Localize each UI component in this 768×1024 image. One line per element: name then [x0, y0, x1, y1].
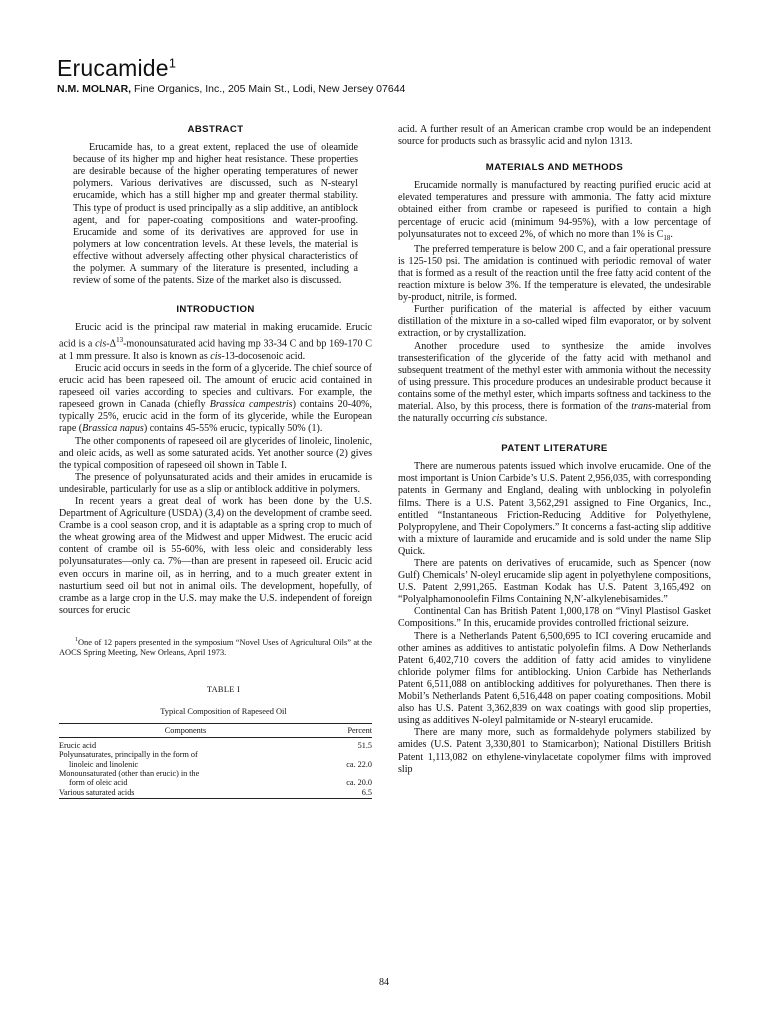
left-column — [59, 124, 372, 799]
table-row: form of oleic acid ca. 20.0 — [69, 778, 372, 788]
abstract-heading: ABSTRACT — [187, 124, 244, 135]
table-caption: Typical Composition of Rapeseed Oil — [160, 706, 287, 716]
table-row: Monounsaturated (other than erucic) in the — [59, 769, 200, 779]
patent-paragraph-5: There are many more, such as formaldehyde polymers stabilized by amides (U.S. Patent 3,330,801 to Stamicarbon); National Distillers British Patent 1,113,082 on ethylene-vinylacetate copolymer films with improved slip — [398, 727, 711, 775]
patent-heading: PATENT LITERATURE — [501, 443, 608, 455]
methods-paragraph-1: Erucamide normally is manufactured by reacting purified erucic acid at elevated temperatures and pressure with ammonia. The fatty acid mixture obtained either from crambe or rapeseed is purified to contain a high percentage of erucic acid (minimum 94-95%), with a low percentage of polyunsaturates not to exceed 2%, of which no more than 1% is $C_{18}$. — [398, 180, 711, 242]
patent-paragraph-3: Continental Can has British Patent 1,000,178 on “Vinyl Plastisol Gasket Compositions.” In this, erucamide provides controlled frictional seizure. — [398, 606, 711, 630]
intro-paragraph-1: Erucic acid is the principal raw material in making erucamide. Erucic acid is a cis-$\Delta^{13}$-monounsaturated acid having mp 33-34 C and bp 169-170 C at 1 mm pressure. It also is known as cis-13-docosenoic acid. — [59, 322, 372, 362]
abstract-body — [59, 142, 372, 287]
table-row: Erucic acid 51.5 — [59, 741, 372, 751]
footnote: $^1$One of 12 papers presented in the symposium “Novel Uses of Agricultural Oils” at the AOCS Spring Meeting, New Orleans, April 1973. — [59, 636, 372, 657]
composition-table — [59, 723, 372, 799]
patent-paragraph-2: There are patents on derivatives of erucamide, such as Spencer (now Gulf) Chemicals’ N-oleyl erucamide slip agent in polyethylene compositions, U.S. Patent 2,991,265. Eastman Kodak has U.S. Patent 3,165,492 on “Polyalphamonoolefin Films Containing N,N′-alkylenebisamides.” — [398, 558, 711, 606]
introduction-heading: INTRODUCTION — [176, 304, 255, 316]
patent-paragraph-1: There are numerous patents issued which involve erucamide. One of the most important is Union Carbide’s U.S. Patent 2,956,035, with corresponding patents in Germany and England, dealing with unblocking in polyolefin films. There is a U.S. Patent 3,562,291 assigned to Fine Organics, Inc., entitled “Instantaneous Friction-Reducing Additive for Polyethylene, Polypropylene, and Their Copolymers.” It concerns a fast-acting slip additive with a mixture of lauramide and erucamide and is sold under the name Slip Quick. — [398, 461, 711, 557]
methods-paragraph-4: Another procedure used to synthesize the amide involves transesterification of the glyceride of the fatty acid with methanol and subsequent treatment of the methyl ester with ammonia without the necessity of using pressure. This procedure produces an undesirable product because it contains some of the methyl ester, which imparts softness and tackiness to the material. Also, by this process, there is formation of the trans-material from the naturally occurring cis substance. — [398, 340, 711, 425]
page-number: 84 — [379, 977, 389, 988]
intro-paragraph-3: The other components of rapeseed oil are glycerides of linoleic, linolenic, and oleic acids, as well as some saturated acids. Yet another source (2) gives the typical composition of rapeseed oil shown in Table I. — [59, 435, 372, 471]
table-header-components: Components — [59, 723, 312, 737]
intro-continuation: acid. A further result of an American crambe crop would be an independent source for products such as brassylic acid and nylon 1313. — [398, 124, 711, 148]
table-row: Polyunsaturates, principally in the form of — [59, 750, 198, 760]
table-label: TABLE I — [206, 684, 241, 694]
intro-paragraph-4: The presence of polyunsaturated acids and their amides in erucamide is undesirable, particularly for use as a slip or antiblock additive in polymers. — [59, 471, 372, 495]
author-name: N.M. MOLNAR, — [57, 83, 132, 95]
author-line — [57, 83, 405, 95]
abstract-text: Erucamide has, to a great extent, replaced the use of oleamide because of its higher mp and higher heat resistance. These properties are desirable because of the higher operating temperatures of newer polymers. Various derivatives are discussed, such as N-stearyl erucamide, which has a still higher mp and greater thermal stability. This type of product is used principally as a slip additive, an antiblock agent, and for paper-coating compositions and water-proofing. Erucamide and some of its derivatives are approved for use in polymers at low concentration levels. At these levels, the material is effective without adversely affecting other physical characteristics of the polymer. A summary of the literature is presented, including a review of some of the patents. Size of the market also is discussed. — [73, 142, 358, 287]
methods-paragraph-2: The preferred temperature is below 200 C, and a fair operational pressure is 125-150 psi. The amidation is continued with periodic removal of water that is formed as a result of the reaction until the free fatty acid content of the reaction mixture is below 3%. If the temperature is elevated, the undesirable by-product, nitrile, is formed. — [398, 243, 711, 304]
intro-paragraph-2: Erucic acid occurs in seeds in the form of a glyceride. The chief source of erucic acid has been rapeseed oil. The amount of erucic acid contained in rapeseed oil varies according to species and cultivars. For example, the rapeseed grown in Canada (chiefly Brassica campestris) contains 20-40%, typically 25%, erucic acid in the form of its glyceride, while the European rape (Brassica napus) contains 45-55% erucic, typically 50% (1). — [59, 362, 372, 435]
table-header-percent: Percent — [312, 723, 372, 737]
right-column — [398, 124, 711, 776]
methods-paragraph-3: Further purification of the material is affected by either vacuum distillation of the mixture in a so-called wiped film evaporator, or by solvent extraction, or by crystallization. — [398, 304, 711, 340]
article-title: Erucamide$^1$ — [57, 55, 177, 81]
table-row: linoleic and linolenic ca. 22.0 — [69, 759, 372, 769]
methods-heading: MATERIALS AND METHODS — [485, 162, 624, 174]
title-footnote-mark: 1 — [168, 55, 177, 71]
author-affiliation: Fine Organics, Inc., 205 Main St., Lodi, New Jersey 07644 — [131, 83, 406, 95]
table-row: Various saturated acids 6.5 — [59, 787, 372, 797]
intro-paragraph-5: In recent years a great deal of work has been done by the U.S. Department of Agriculture (USDA) (3,4) on the development of crambe seed. Crambe is a cool season crop, and it is adaptable as a spring crop to much of the wheat growing area of the Midwest and upper Midwest. The erucic acid content of crambe oil is 55-60%, with less oleic and considerably less polyunsaturates—only ca. 7%—than are present in rapeseed oil. Erucic acid even occurs in marine oil, as in herring, and to a much greater extent in nasturtium seed oil but not in animal oils. The development, hopefully, of crambe as a large crop in the U.S. may make the U.S. independent of foreign sources for erucic — [59, 495, 372, 616]
patent-paragraph-4: There is a Netherlands Patent 6,500,695 to ICI covering erucamide and other amines as additives to antistatic polyolefin films. A Dow Netherlands Patent 6,402,710 covers the addition of fatty acid amides to vinylidene chloride polymer films for antiblocking. Union Carbide has Netherlands Patent 6,511,088 on antiblocking additives for polyurethanes. Then there is Mobil’s Netherlands Patent 6,516,448 on paper coating compositions. Mobil also has U.S. Patent 3,362,839 on wax coatings with good slip properties, using as additives N-oleyl palmitamide or N-stearyl erucamide. — [398, 630, 711, 727]
